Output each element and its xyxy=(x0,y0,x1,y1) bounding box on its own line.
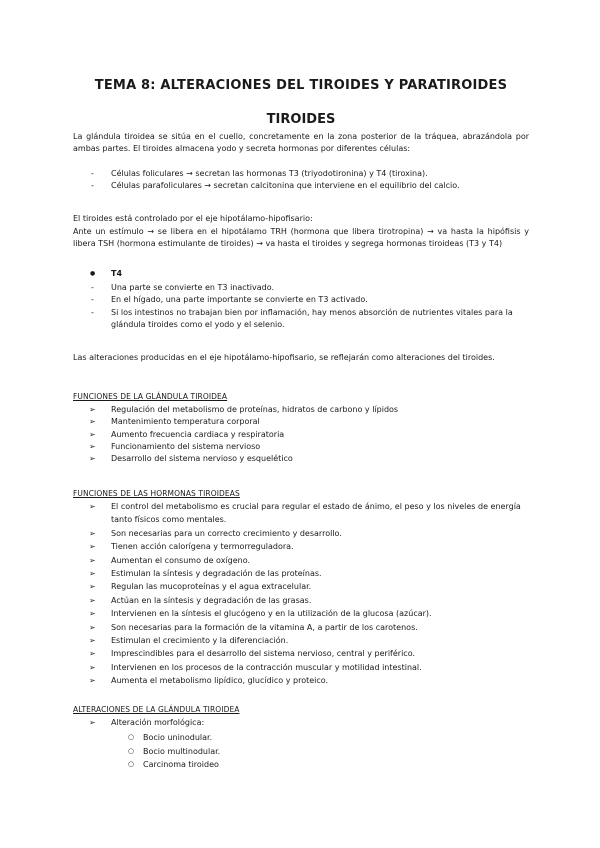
list-item: - Si los intestinos no trabajan bien por inflamación, hay menos absorción de nutrientes vitales para la glándula tiroides como el yodo y el selenio. xyxy=(73,307,529,332)
list-item: ○ Bocio uninodular. xyxy=(73,731,529,745)
list-item: ➢ Mantenimiento temperatura corporal xyxy=(73,416,529,428)
list-item: ➢ Actúan en la síntesis y degradación de las grasas. xyxy=(73,594,529,607)
funciones-glandula-list xyxy=(73,404,529,465)
list-item: ➢ Intervienen en los procesos de la contracción muscular y motilidad intestinal. xyxy=(73,661,529,674)
control-paragraph: Ante un estímulo → se libera en el hipotálamo TRH (hormona que libera tirotropina) → va hasta la hipófisis y libera TSH (hormona estimulante de tiroides) → va hasta el tiroides y segrega hormonas tiroideas (T3 y T4) xyxy=(73,227,529,249)
list-item: ➢ Son necesarias para un correcto crecimiento y desarrollo. xyxy=(73,527,529,540)
alteraciones-list xyxy=(73,717,529,729)
list-item: ➢ El control del metabolismo es crucial para regular el estado de ánimo, el peso y los niveles de energía tanto físicos como mentales. xyxy=(73,500,529,527)
list-item: ➢ Regulan las mucoproteínas y el agua extracelular. xyxy=(73,580,529,593)
alteraciones-sublist xyxy=(73,731,529,772)
list-item: ➢ Aumento frecuencia cardiaca y respiratoria xyxy=(73,429,529,441)
cells-list xyxy=(73,168,529,193)
list-item: ➢ Estimulan la síntesis y degradación de las proteínas. xyxy=(73,567,529,580)
list-item: ➢ Alteración morfológica: xyxy=(73,717,529,729)
control-line: El tiroides está controlado por el eje hipotálamo-hipofisario: xyxy=(73,214,313,223)
list-item: - Células foliculares → secretan las hormonas T3 (triyodotironina) y T4 (tiroxina). xyxy=(73,168,529,180)
t4-list xyxy=(73,282,529,331)
funciones-hormonas-list xyxy=(73,500,529,688)
list-item: ○ Carcinoma tiroideo xyxy=(73,758,529,772)
section-heading-funciones-hormonas: FUNCIONES DE LAS HORMONAS TIROIDEAS xyxy=(73,489,240,498)
alteraciones-paragraph: Las alteraciones producidas en el eje hipotálamo-hipofisario, se reflejarán como alteraciones del tiroides. xyxy=(73,353,495,362)
list-item: - Células parafoliculares → secretan calcitonina que interviene en el equilibrio del calcio. xyxy=(73,180,529,192)
list-item: ➢ Son necesarias para la formación de la vitamina A, a partir de los carotenos. xyxy=(73,621,529,634)
list-item: ○ Bocio multinodular. xyxy=(73,745,529,759)
list-item: ➢ Funcionamiento del sistema nervioso xyxy=(73,441,529,453)
section-heading-alteraciones: ALTERACIONES DE LA GLÁNDULA TIROIDEA xyxy=(73,705,240,714)
list-item: ● T4 xyxy=(73,268,529,280)
list-item: ➢ Intervienen en la síntesis el glucógeno y en la utilización de la glucosa (azúcar). xyxy=(73,607,529,620)
page-title: TEMA 8: ALTERACIONES DEL TIROIDES Y PARATIROIDES xyxy=(94,78,508,93)
list-item: ➢ Aumenta el metabolismo lipídico, glucídico y proteico. xyxy=(73,674,529,687)
list-item: - Una parte se convierte en T3 inactivado. xyxy=(73,282,529,294)
list-item: - En el hígado, una parte importante se convierte en T3 activado. xyxy=(73,294,529,306)
intro-paragraph: La glándula tiroidea se sitúa en el cuello, concretamente en la zona posterior de la tráquea, abrazándola por ambas partes. El tiroides almacena yodo y secreta hormonas por diferentes células: xyxy=(73,132,529,154)
list-item: ➢ Regulación del metabolismo de proteínas, hidratos de carbono y lípidos xyxy=(73,404,529,416)
section-title-tiroides: TIROIDES xyxy=(266,112,336,127)
list-item: ➢ Aumentan el consumo de oxígeno. xyxy=(73,554,529,567)
list-item: ➢ Estimulan el crecimiento y la diferenciación. xyxy=(73,634,529,647)
section-heading-funciones-glandula: FUNCIONES DE LA GLÁNDULA TIROIDEA xyxy=(73,392,228,401)
list-item: ➢ Tienen acción calorígena y termorreguladora. xyxy=(73,540,529,553)
t4-bullet xyxy=(73,268,529,280)
list-item: ➢ Desarrollo del sistema nervioso y esquelético xyxy=(73,453,529,465)
list-item: ➢ Imprescindibles para el desarrollo del sistema nervioso, central y periférico. xyxy=(73,647,529,660)
